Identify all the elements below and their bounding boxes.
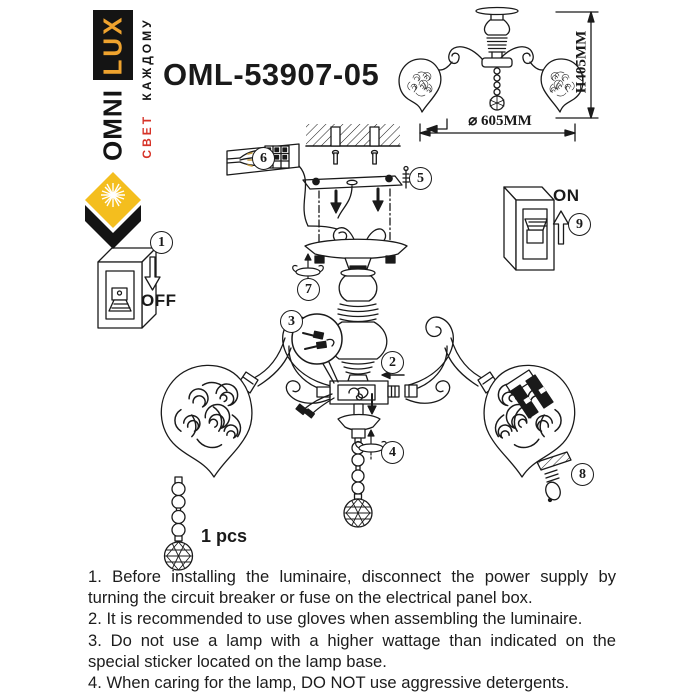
brand-tagline [135,6,159,170]
canopy-and-wires [305,186,407,271]
brand-tagline-black: КАЖДОМУ [140,17,154,101]
diameter-dimension-label: ⌀ 605MM [468,113,532,129]
instruction-item-1: 1. Before installing the luminaire, disconnect the power supply by turning the circuit breaker or fuse on the electrical panel box. [88,567,616,608]
instructions [88,566,616,693]
callout-7: 7 [297,278,320,301]
model-number-title: OML-53907-05 [163,57,380,92]
brand-wordmark-omni [93,79,133,171]
brand-tagline-red: СВЕТ [140,113,154,159]
callout-3: 3 [280,310,303,333]
height-dimension-label: H405MM [573,30,590,94]
callout-6: 6 [252,147,275,170]
brand-omni-text: OMNI [97,89,128,161]
spare-pendant-drawing [165,477,193,570]
instruction-item-2: 2. It is recommended to use gloves when assembling the luminaire. [88,609,583,629]
callout-4: 4 [381,441,404,464]
instruction-item-3: 3. Do not use a lamp with a higher wattage than indicated on the special sticker located on the lamp base. [88,630,616,671]
callout-8: 8 [571,463,594,486]
off-label: OFF [141,291,177,310]
brand-wordmark-lux [93,10,133,80]
callout-9: 9 [568,213,591,236]
callout-5: 5 [409,167,432,190]
callout-1: 1 [150,231,173,254]
power-switch-off-drawing [98,248,160,328]
brand-diamond-logo [85,172,141,249]
spare-quantity-label: 1 pcs [201,526,248,546]
brand-lux-text: LUX [97,14,128,76]
bulb-detail [537,452,571,502]
on-label: ON [553,186,580,205]
callout-2: 2 [381,351,404,374]
instruction-item-4: 4. When caring for the lamp, DO NOT use aggressive detergents. [88,673,570,693]
